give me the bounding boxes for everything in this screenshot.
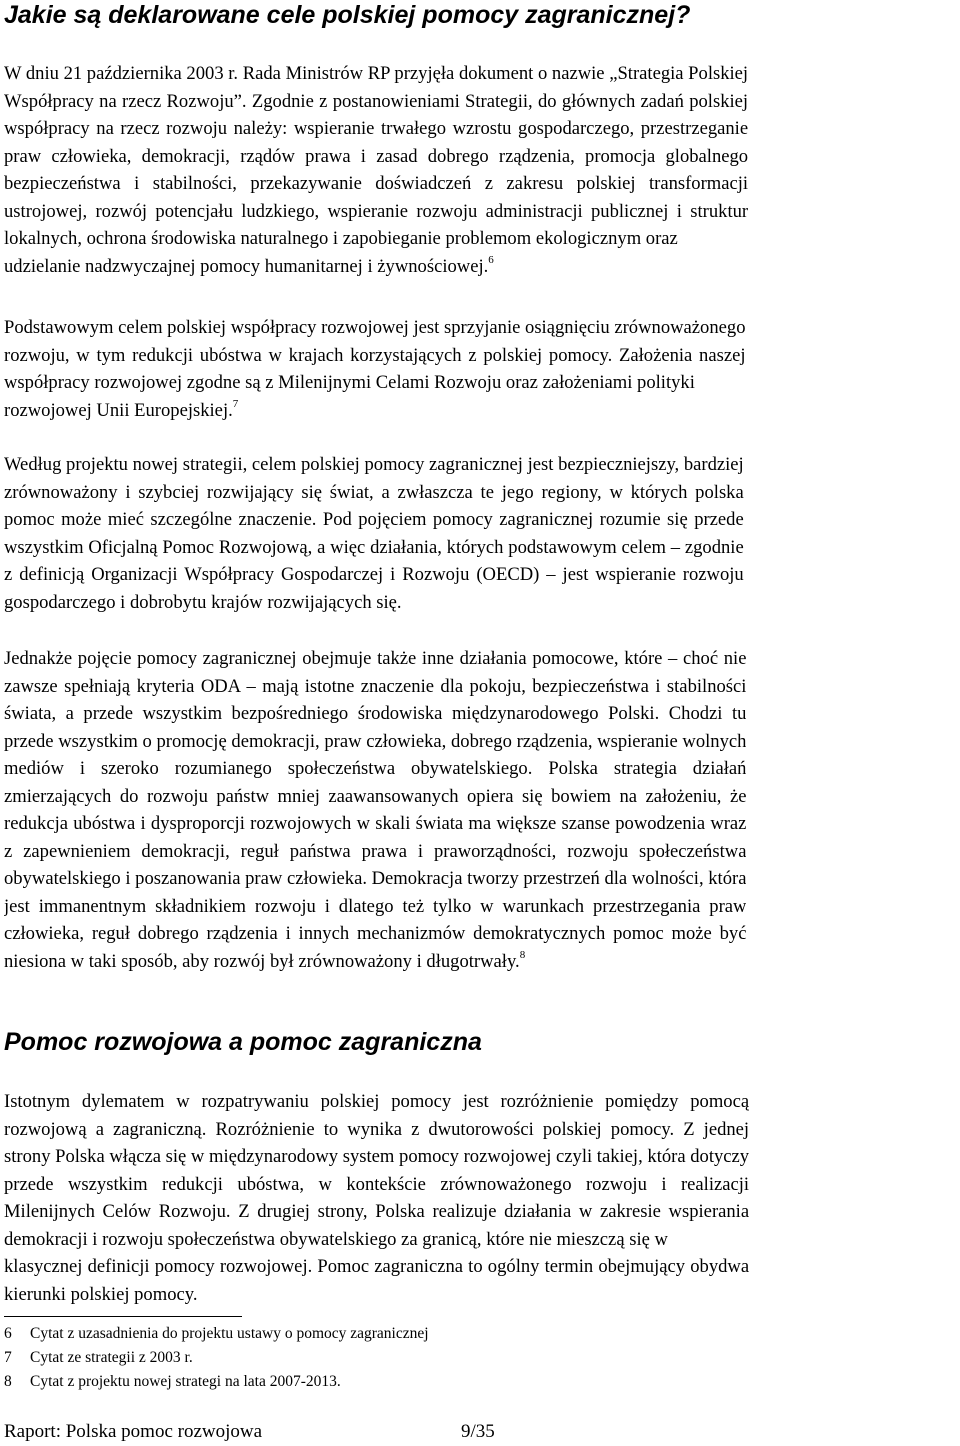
footnote-text: Cytat ze strategii z 2003 r. bbox=[30, 1349, 193, 1366]
footnote bbox=[4, 1349, 193, 1367]
text-line: przede wszystkim o promocję demokracji, praw człowieka, dobrego rządzenia, wspieranie wolnych bbox=[4, 730, 747, 752]
text-line: bezpieczeństwa i stabilności, przekazywanie doświadczeń z zakresu polskiej transformacji bbox=[4, 173, 749, 194]
text-line: wszystkim Oficjalną Pomoc Rozwojową, a więc działania, których podstawowym celem – zgodnie bbox=[4, 536, 744, 558]
text-line bbox=[4, 948, 746, 976]
footnote-text: Cytat z uzasadnienia do projektu ustawy o pomocy zagranicznej bbox=[30, 1325, 429, 1342]
text-line: rozwojową a zagraniczną. Rozróżnienie to wynika z dwutorowości polskiej pomocy. Z jednej bbox=[4, 1118, 750, 1140]
text-line: ustrojowej, rozwój potencjału ludzkiego, wspieranie rozwoju administracji publicznej i struktur bbox=[4, 200, 749, 222]
text-line: zawsze spełniają kryteria ODA – mają istotne znaczenie dla pokoju, bezpieczeństwa i stabilności bbox=[4, 675, 747, 697]
text-line: gospodarczego i dobrobytu krajów rozwijających się. bbox=[4, 591, 402, 613]
report-title: Raport: Polska pomoc rozwojowa bbox=[4, 1421, 263, 1442]
footnote-ref[interactable]: 6 bbox=[488, 253, 494, 266]
text-line: współpracy rozwojowej zgodne są z Milenijnymi Celami Rozwoju oraz założeniami polityki bbox=[4, 372, 695, 393]
text-line: praw człowieka, demokracji, rządów prawa i zasad dobrego rządzenia, promocja globalnego bbox=[4, 145, 749, 167]
text-line: klasycznej definicji pomocy rozwojowej. Pomoc zagraniczna to ogólny termin obejmujący obydwa bbox=[4, 1256, 750, 1277]
text-line: zmierzających do rozwoju państw mniej zaawansowanych opiera się bowiem na założeniu, że bbox=[4, 785, 747, 807]
page-number: 9/35 bbox=[461, 1421, 495, 1442]
footnote bbox=[4, 1325, 429, 1343]
text-segment: niesiona w taki sposób, aby rozwój był zrównoważony i długotrwały. bbox=[4, 950, 520, 972]
text-line: Podstawowym celem polskiej współpracy rozwojowej jest sprzyjanie osiągnięciu zrównoważonego bbox=[4, 317, 746, 338]
footnote-text: Cytat z projektu nowej strategi na lata 2007-2013. bbox=[30, 1373, 341, 1390]
text-line: człowieka, reguł dobrego rządzenia i innych mechanizmów demokratycznych pomoc może być bbox=[4, 923, 747, 944]
paragraph-3 bbox=[4, 451, 744, 616]
paragraph-1 bbox=[4, 60, 748, 280]
text-line: z definicją Organizacji Współpracy Gospodarczej i Rozwoju (OECD) – jest wspieranie rozwoju bbox=[4, 564, 744, 585]
text-line: zrównoważony i szybciej rozwijający się świat, a zwłaszcza te jego regiony, w których polska bbox=[4, 481, 744, 503]
text-line: z zapewnieniem demokracji, reguł państwa prawa i praworządności, rozwoju społeczeństwa bbox=[4, 840, 747, 862]
text-line bbox=[4, 397, 746, 425]
text-line: W dniu 21 października 2003 r. Rada Ministrów RP przyjęła dokument o nazwie „Strategia Polskiej bbox=[4, 63, 749, 84]
page-footer bbox=[4, 1420, 495, 1444]
text-line: świata, a przede wszystkim bezpośredniego środowiska międzynarodowego Polski. Chodzi tu bbox=[4, 703, 747, 724]
footnote-number: 8 bbox=[4, 1373, 12, 1390]
text-line: redukcja ubóstwa i dysproporcji rozwojowych w skali świata ma większe szanse powodzenia wraz bbox=[4, 813, 747, 834]
text-line: mediów i szeroko rozumianego społeczeństwa obywatelskiego. Polska strategia działań bbox=[4, 758, 747, 779]
text-line: współpracy na rzecz rozwoju należy: wspieranie trwałego wzrostu gospodarczego, przestrzeganie bbox=[4, 118, 749, 139]
text-line: lokalnych, ochrona środowiska naturalnego i zapobieganie problemom ekologicznym oraz bbox=[4, 228, 678, 249]
footnote-number: 6 bbox=[4, 1325, 12, 1342]
text-line bbox=[4, 253, 748, 281]
paragraph-2 bbox=[4, 314, 746, 424]
text-line: demokracji i rozwoju społeczeństwa obywatelskiego za granicą, które nie mieszczą się w bbox=[4, 1228, 668, 1250]
footnote bbox=[4, 1373, 341, 1391]
text-line: Istotnym dylematem w rozpatrywaniu polskiej pomocy jest rozróżnienie pomiędzy pomocą bbox=[4, 1091, 750, 1112]
text-line: kierunki polskiej pomocy. bbox=[4, 1283, 198, 1305]
text-line: jest immanentnym składnikiem rozwoju i dlatego też tylko w warunkach przestrzegania praw bbox=[4, 895, 747, 917]
section-heading: Jakie są deklarowane cele polskiej pomocy zagranicznej? bbox=[4, 1, 691, 29]
footnote-divider bbox=[4, 1316, 242, 1317]
footnote-ref[interactable]: 8 bbox=[519, 948, 526, 961]
section-heading: Pomoc rozwojowa a pomoc zagraniczna bbox=[4, 1028, 482, 1056]
text-line: Według projektu nowej strategii, celem polskiej pomocy zagranicznej jest bezpieczniejszy, bardziej bbox=[4, 454, 744, 475]
text-segment: udzielanie nadzwyczajnej pomocy humanitarnej i żywnościowej. bbox=[4, 255, 489, 277]
text-line: obywatelskiego i poszanowania praw człowieka. Demokracja tworzy przestrzeń dla wolności, która bbox=[4, 868, 747, 889]
text-line: strony Polska włącza się w międzynarodowy system pomocy rozwojowej czyli takiej, która dotyczy bbox=[4, 1146, 750, 1167]
text-line: rozwoju, w tym redukcji ubóstwa w krajach korzystających z polskiej pomocy. Założenia naszej bbox=[4, 344, 746, 366]
text-line: przede wszystkim redukcji ubóstwa, w kontekście zrównoważonego rozwoju i realizacji bbox=[4, 1173, 750, 1195]
footnote-ref[interactable]: 7 bbox=[232, 397, 239, 410]
paragraph-4 bbox=[4, 645, 746, 975]
text-line: pomoc może mieć szczególne znaczenie. Pod pojęciem pomocy zagranicznej rozumie się przede bbox=[4, 509, 744, 530]
text-segment: rozwojowej Unii Europejskiej. bbox=[4, 399, 233, 421]
paragraph-5 bbox=[4, 1088, 749, 1308]
footnote-number: 7 bbox=[4, 1349, 12, 1366]
text-line: Milenijnych Celów Rozwoju. Z drugiej strony, Polska realizuje działania w zakresie wspierania bbox=[4, 1201, 750, 1222]
text-line: Współpracy na rzecz Rozwoju”. Zgodnie z postanowieniami Strategii, do głównych zadań polskiej bbox=[4, 90, 749, 112]
text-line: Jednakże pojęcie pomocy zagranicznej obejmuje także inne działania pomocowe, które – choć nie bbox=[4, 648, 747, 669]
